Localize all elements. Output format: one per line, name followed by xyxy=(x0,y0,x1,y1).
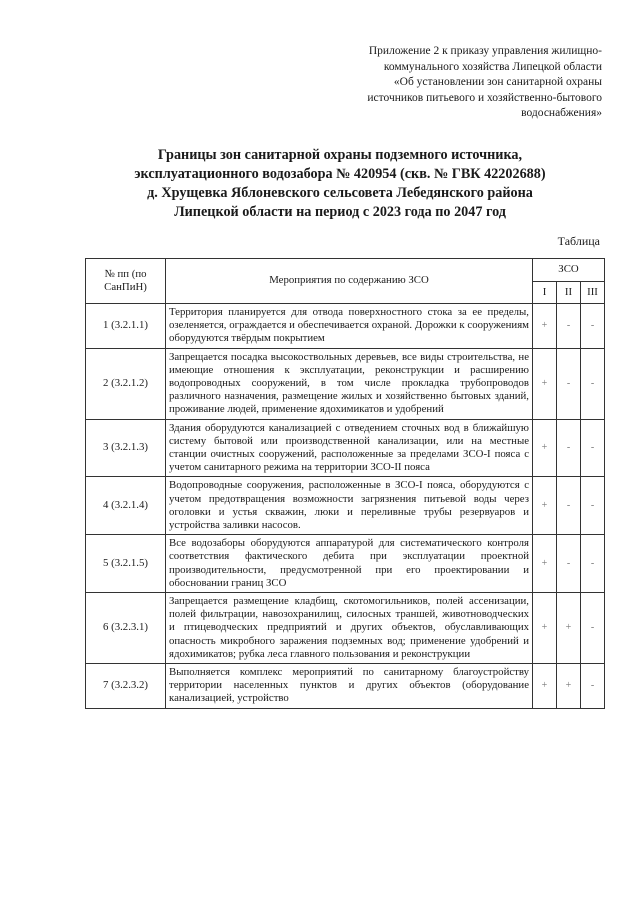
zone-3-mark: - xyxy=(581,535,605,593)
zone-2-mark: - xyxy=(557,419,581,477)
row-number: 2 (3.2.1.2) xyxy=(86,348,166,419)
table-row xyxy=(86,593,605,664)
table-row xyxy=(86,477,605,535)
row-number: 1 (3.2.1.1) xyxy=(86,304,166,349)
header-zone-1: I xyxy=(533,281,557,304)
zone-2-mark: + xyxy=(557,593,581,664)
header-zone-3: III xyxy=(581,281,605,304)
row-text: Территория планируется для отвода поверхностного стока за ее пределы, озеленяется, ограждается и обеспечивается охраной. Дорожки к сооружениям оборудуются твёрдым покрытием xyxy=(166,304,533,349)
table-row xyxy=(86,664,605,709)
title-line: д. Хрущевка Яблоневского сельсовета Лебедянского района xyxy=(147,185,533,201)
title-line: Границы зон санитарной охраны подземного источника, xyxy=(157,147,523,163)
row-number: 3 (3.2.1.3) xyxy=(86,419,166,477)
zone-2-mark: - xyxy=(557,477,581,535)
zone-3-mark: - xyxy=(581,477,605,535)
zone-2-mark: - xyxy=(557,348,581,419)
appendix-note xyxy=(302,44,602,122)
zone-3-mark: - xyxy=(581,419,605,477)
zone-2-mark: + xyxy=(557,664,581,709)
zone-3-mark: - xyxy=(581,348,605,419)
header-zone-2: II xyxy=(557,281,581,304)
appendix-note-line: водоснабжения» xyxy=(521,107,602,119)
table-row xyxy=(86,535,605,593)
table-row xyxy=(86,419,605,477)
row-number: 4 (3.2.1.4) xyxy=(86,477,166,535)
zone-2-mark: - xyxy=(557,535,581,593)
title-line: Липецкой области на период с 2023 года по 2047 год xyxy=(174,204,506,220)
table-row xyxy=(86,348,605,419)
appendix-note-line: коммунального хозяйства Липецкой области xyxy=(383,60,602,73)
row-text: Запрещается посадка высокоствольных деревьев, все виды строительства, не имеющие отношения к эксплуатации, реконструкции и расширению водопроводных сооружений, в том числе прокладка трубопроводов различного назначения, размещение жилых и хозяйственно бытовых зданий, проживание людей, применение ядохимикатов и удобрений xyxy=(166,348,533,419)
appendix-note-line: «Об установлении зон санитарной охраны xyxy=(393,76,602,88)
title-line: эксплуатационного водозабора № 420954 (скв. № ГВК 42202688) xyxy=(134,166,546,182)
table-label: Таблица xyxy=(557,234,600,248)
header-num: № пп (по СанПиН) xyxy=(86,259,166,304)
table-row xyxy=(86,304,605,349)
row-text: Все водозаборы оборудуются аппаратурой для систематического контроля соответствия фактического дебита при эксплуатации проектной производительности, предусмотренной при его проектировании и обосновании границ ЗСО xyxy=(166,535,533,593)
zone-2-mark: - xyxy=(557,304,581,349)
table-header-row xyxy=(86,259,605,282)
zone-1-mark: + xyxy=(533,664,557,709)
zone-1-mark: + xyxy=(533,304,557,349)
zone-3-mark: - xyxy=(581,593,605,664)
row-number: 7 (3.2.3.2) xyxy=(86,664,166,709)
row-text: Запрещается размещение кладбищ, скотомогильников, полей ассенизации, полей фильтрации, навозохранилищ, силосных траншей, животноводческих и птицеводческих предприятий и других объектов, обуславливающих опасность микробного заражения подземных вод; применение удобрений и ядохимикатов; рубка леса главного пользования и реконструкции xyxy=(166,593,533,664)
zone-1-mark: + xyxy=(533,535,557,593)
row-text: Водопроводные сооружения, расположенные в ЗСО-I пояса, оборудуются с учетом предотвращения возможности загрязнения питьевой воды через оголовки и устья скважин, люки и переливные трубы резервуаров и устройства заливки насосов. xyxy=(166,477,533,535)
zso-measures-table xyxy=(85,258,605,709)
zone-1-mark: + xyxy=(533,419,557,477)
header-measures: Мероприятия по содержанию ЗСО xyxy=(166,259,533,304)
zone-1-mark: + xyxy=(533,477,557,535)
zone-1-mark: + xyxy=(533,348,557,419)
document-title xyxy=(60,146,620,222)
appendix-note-line: Приложение 2 к приказу управления жилищно- xyxy=(368,45,602,57)
zone-1-mark: + xyxy=(533,593,557,664)
zone-3-mark: - xyxy=(581,664,605,709)
header-zso: ЗСО xyxy=(533,259,605,282)
row-text: Здания оборудуются канализацией с отведением сточных вод в ближайшую систему бытовой или производственной канализации, или на местные станции очистных сооружений, расположенные за пределами ЗСО-I пояса с учетом санитарного режима на территории ЗСО-II пояса xyxy=(166,419,533,477)
appendix-note-line: источников питьевого и хозяйственно-бытового xyxy=(367,91,602,104)
row-text: Выполняется комплекс мероприятий по санитарному благоустройству территории населенных пунктов и других объектов (оборудование канализацией, устройство xyxy=(166,664,533,709)
row-number: 6 (3.2.3.1) xyxy=(86,593,166,664)
zone-3-mark: - xyxy=(581,304,605,349)
row-number: 5 (3.2.1.5) xyxy=(86,535,166,593)
